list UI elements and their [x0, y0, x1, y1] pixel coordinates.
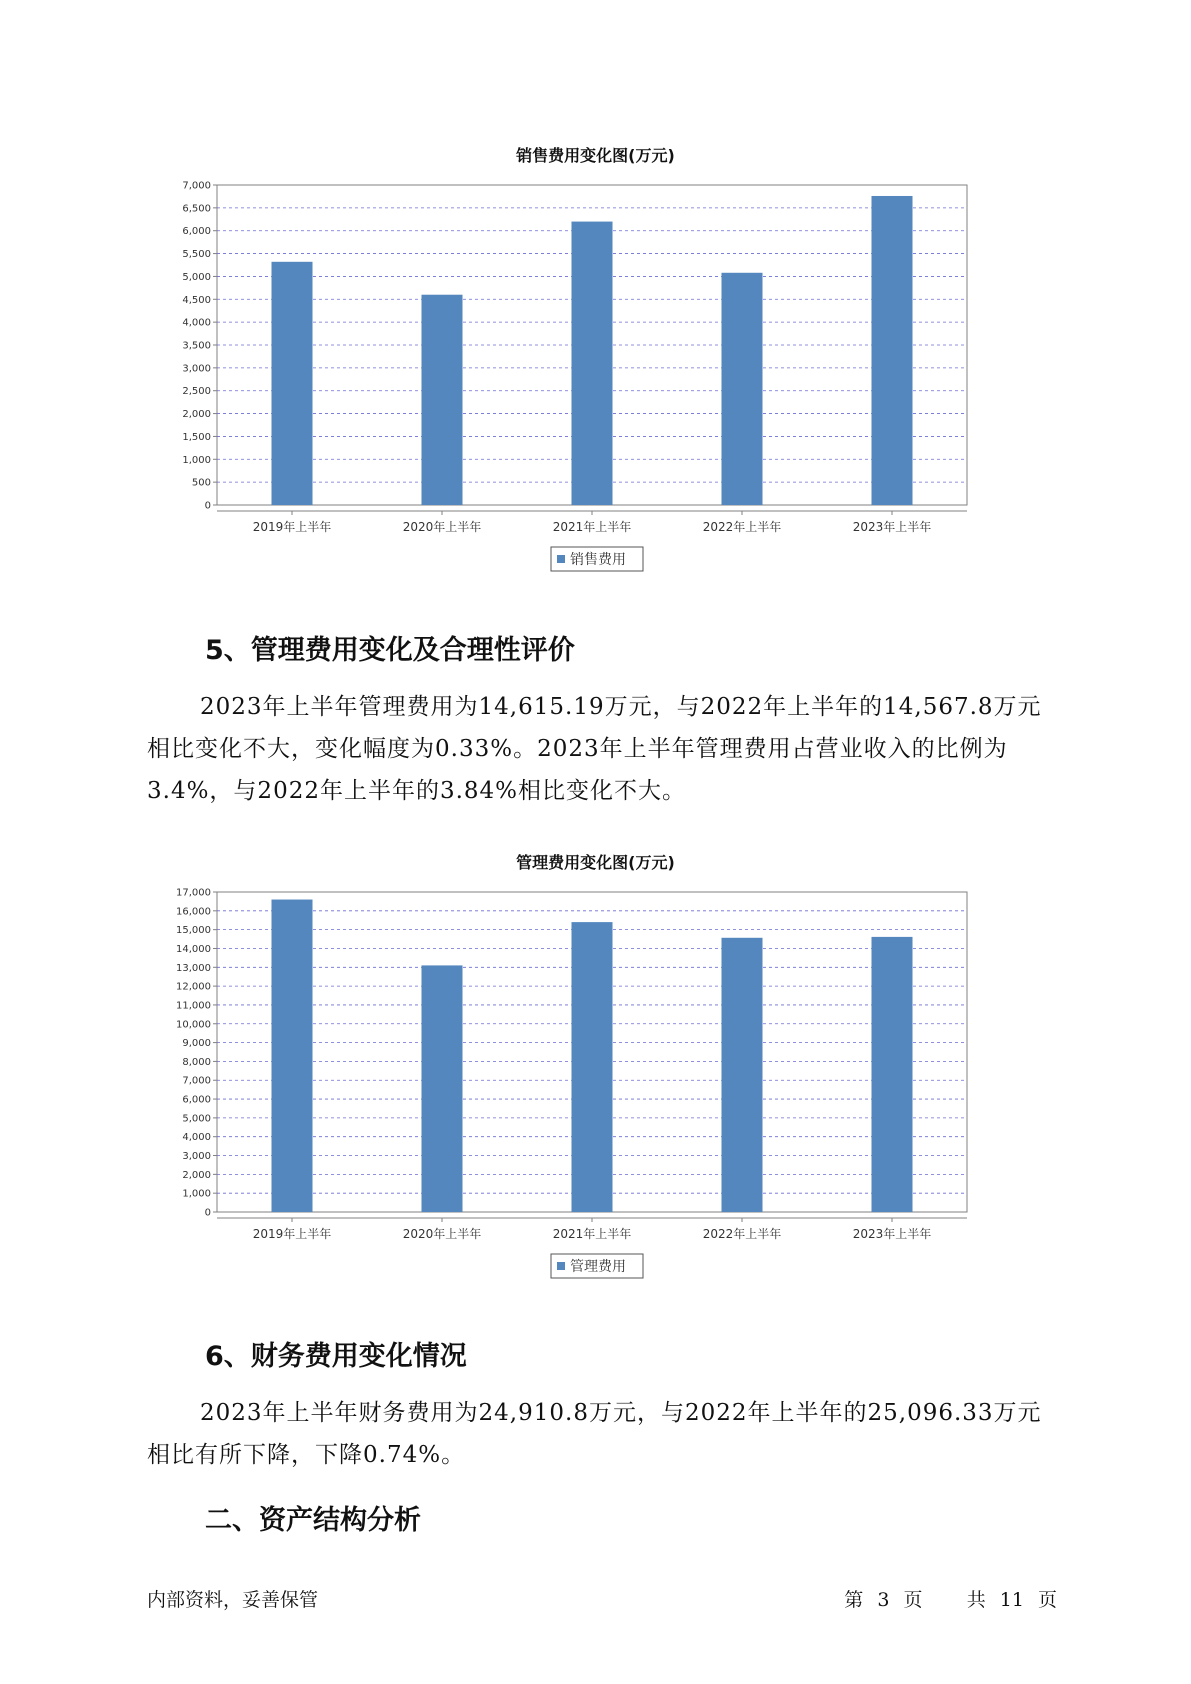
admin-y-tick-label: 5,000	[182, 1113, 211, 1125]
sales-y-tick-label: 2,500	[182, 386, 211, 398]
sales-y-tick-label: 5,500	[182, 249, 211, 261]
sales-y-tick-label: 1,000	[182, 454, 211, 466]
sales-bar	[272, 262, 313, 505]
admin-y-tick-label: 1,000	[182, 1188, 211, 1200]
sales-y-tick-label: 6,500	[182, 203, 211, 215]
sales-bar	[422, 295, 463, 505]
admin-legend-swatch	[557, 1262, 565, 1270]
admin-x-tick-label: 2020年上半年	[402, 1227, 482, 1241]
admin-bar	[422, 965, 463, 1212]
sales-x-tick-label: 2022年上半年	[702, 520, 782, 534]
total-word: 页	[1037, 1589, 1057, 1611]
admin-y-tick-label: 7,000	[182, 1075, 211, 1087]
admin-x-tick-label: 2022年上半年	[702, 1227, 782, 1241]
total-number: 11	[999, 1589, 1024, 1611]
admin-bar	[872, 937, 913, 1212]
total-prefix: 共	[966, 1589, 986, 1611]
sales-x-tick-label: 2019年上半年	[252, 520, 332, 534]
sales-y-tick-label: 3,000	[182, 363, 211, 375]
sales-bar	[722, 273, 763, 505]
admin-bar	[722, 938, 763, 1212]
sales-chart	[160, 175, 1020, 595]
admin-chart	[160, 882, 1020, 1302]
sales-y-tick-label: 500	[191, 477, 211, 489]
page-number: 3	[877, 1589, 890, 1611]
admin-x-tick-label: 2021年上半年	[552, 1227, 632, 1241]
admin-y-tick-label: 8,000	[182, 1056, 211, 1068]
admin-y-tick-label: 17,000	[176, 887, 211, 899]
admin-y-tick-label: 0	[204, 1207, 211, 1219]
sales-bar	[872, 196, 913, 505]
sales-y-tick-label: 7,000	[182, 180, 211, 192]
admin-paragraph: 2023年上半年管理费用为14,615.19万元，与2022年上半年的14,567.8万元相比变化不大，变化幅度为0.33%。2023年上半年管理费用占营业收入的比例为3.4%，与2022年上半年的3.84%相比变化不大。	[147, 694, 1042, 804]
sales-y-tick-label: 4,500	[182, 294, 211, 306]
admin-bar	[572, 922, 613, 1212]
sales-legend-swatch	[557, 555, 565, 563]
footer-confidential: 内部资料，妥善保管	[147, 1589, 319, 1611]
admin-x-tick-label: 2023年上半年	[852, 1227, 932, 1241]
asset-heading: 二、资产结构分析	[205, 1505, 421, 1536]
admin-heading: 5、管理费用变化及合理性评价	[205, 635, 575, 666]
admin-y-tick-label: 16,000	[176, 906, 211, 918]
footer-page-info	[842, 1585, 1059, 1612]
admin-y-tick-label: 14,000	[176, 943, 211, 955]
sales-y-tick-label: 2,000	[182, 409, 211, 421]
sales-y-tick-label: 5,000	[182, 271, 211, 283]
sales-y-tick-label: 6,000	[182, 226, 211, 238]
admin-y-tick-label: 13,000	[176, 962, 211, 974]
admin-y-tick-label: 4,000	[182, 1132, 211, 1144]
sales-y-tick-label: 4,000	[182, 317, 211, 329]
finance-paragraph: 2023年上半年财务费用为24,910.8万元，与2022年上半年的25,096.33万元相比有所下降，下降0.74%。	[147, 1400, 1042, 1468]
admin-legend-label: 管理费用	[570, 1259, 626, 1275]
sales-x-tick-label: 2023年上半年	[852, 520, 932, 534]
admin-y-tick-label: 6,000	[182, 1094, 211, 1106]
admin-bar	[272, 900, 313, 1212]
admin-chart-title: 管理费用变化图(万元)	[516, 853, 675, 872]
sales-y-tick-label: 1,500	[182, 431, 211, 443]
admin-y-tick-label: 10,000	[176, 1019, 211, 1031]
admin-y-tick-label: 12,000	[176, 981, 211, 993]
admin-y-tick-label: 9,000	[182, 1038, 211, 1050]
sales-legend-label: 销售费用	[570, 552, 626, 568]
sales-bar	[572, 222, 613, 505]
admin-y-tick-label: 2,000	[182, 1169, 211, 1181]
sales-x-tick-label: 2021年上半年	[552, 520, 632, 534]
sales-y-tick-label: 0	[204, 500, 211, 512]
admin-y-tick-label: 15,000	[176, 925, 211, 937]
page-word: 页	[903, 1589, 923, 1611]
page-prefix: 第	[844, 1589, 864, 1611]
finance-heading: 6、财务费用变化情况	[205, 1341, 467, 1372]
sales-chart-title: 销售费用变化图(万元)	[516, 146, 675, 165]
admin-x-tick-label: 2019年上半年	[252, 1227, 332, 1241]
admin-y-tick-label: 11,000	[176, 1000, 211, 1012]
admin-y-tick-label: 3,000	[182, 1151, 211, 1163]
sales-x-tick-label: 2020年上半年	[402, 520, 482, 534]
sales-y-tick-label: 3,500	[182, 340, 211, 352]
